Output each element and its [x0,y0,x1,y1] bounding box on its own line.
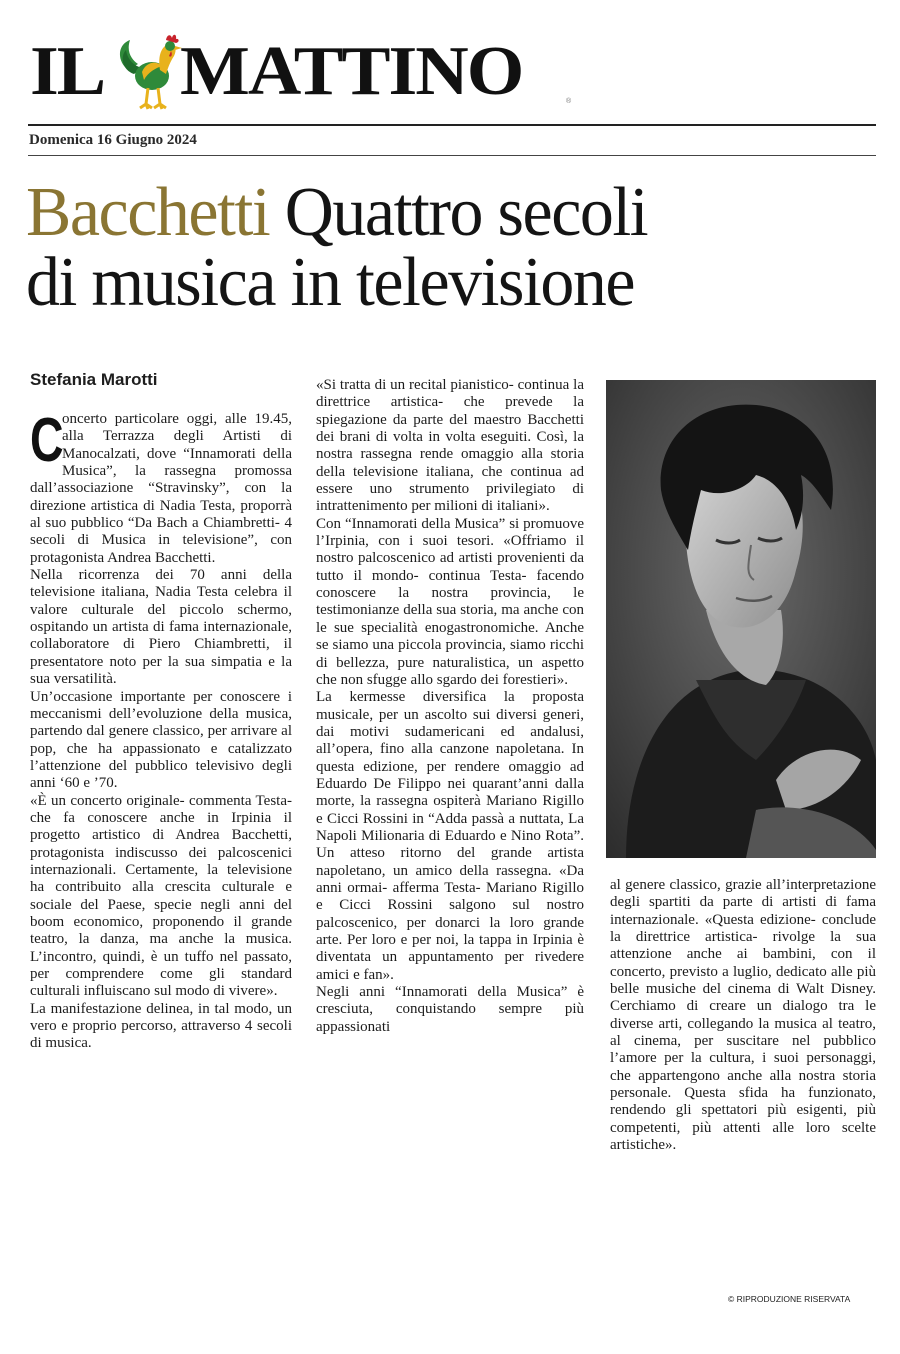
article-paragraph: Negli anni “Innamorati della Musica” è cresciuta, conquistando sempre più appassionati [316,984,584,1035]
masthead [30,30,590,112]
pianist-photo [606,380,876,858]
copyright-notice: © RIPRODUZIONE RISERVATA [728,1294,851,1304]
photo-illustration [606,380,876,858]
headline-line1: Quattro secoli [284,174,648,251]
article-paragraph: Con “Innamorati della Musica” si promuove l’Irpinia, con i suoi tesori. «Offriamo il nostro palcoscenico ad artisti provenienti da tutto il mondo- continua Testa- facendo conoscere la nostra provincia, le testimonianze della sua storia, ma anche con le sue specialità enogastronomiche. Anche se siamo una piccola provincia, siamo ricchi di bellezza, pure naturalistica, un aspetto che non sfugge allo sgardo dei forestieri». [316,515,584,688]
dropcap: C [30,406,64,475]
article-paragraph: La kermesse diversifica la proposta musicale, per un ascolto sui diversi generi, dai motivi sudamericani ed andalusi, all’opera, fino alla canzone napoletana. In questa edizione, per rendere omaggio ad Eduardo De Filippo nei quarant’anni dalla morte, la rassegna ospiterà Mariano Rigillo e Cicci Rossini in “Adda passà a nuttata, La Napoli Milionaria di Eduardo e Nino Rota”. Un atteso ritorno del grande artista napoletano, un amico della rassegna. «Da anni ormai- afferma Testa- Mariano Rigillo e Cicci Rossini salgono sul nostro palcoscenico, per donarci la loro grande arte. Per loro e per noi, la tappa in Irpinia è diventata un appuntamento per rivedere amici e fan». [316,689,584,983]
article-paragraph: Nella ricorrenza dei 70 anni della televisione italiana, Nadia Testa celebra il valore culturale del piccolo schermo, ospitando un artista di fama internazionale, collaboratore di Piero Chiambretti, il presentatore noto per la sua simpatia e la sua versatilità. [30,567,292,688]
header-rule-bottom [28,155,876,156]
paragraph-text: oncerto particolare oggi, alle 19.45, alla Terrazza degli Artisti di Manocalzati, dove “Innamorati della Musica”, la rassegna promossa dall’associazione “Stravinsky”, con la direzione artistica di Nadia Testa, proporrà al suo pubblico “Da Bach a Chiambretti- 4 secoli di Musica in televisione”, con protagonista Andrea Bacchetti. [30,411,292,566]
headline-kicker: Bacchetti [26,174,270,251]
masthead-il: IL [30,32,105,111]
article-paragraph: «Si tratta di un recital pianistico- continua la direttrice artistica- che prevede la spiegazione da parte del maestro Bacchetti dei brani di volta in volta eseguiti. Così, la nostra rassegna rende omaggio alla storia della televisione italiana, che continua ad essere uno strumento privilegiato di intrattenimento per milioni di italiani». [316,377,584,515]
headline-line2: di musica in televisione [26,244,635,321]
issue-date: Domenica 16 Giugno 2024 [29,132,197,148]
trademark-mark: ® [566,98,572,105]
article-column-3 [610,877,876,1155]
article-column-1 [30,406,292,1053]
header-rule-top [28,124,876,126]
article-paragraph: al genere classico, grazie all’interpretazione degli spartiti da parte di artisti di fama internazionale. «Questa edizione- conclude la direttrice artistica- rivolge la sua attenzione anche ai bambini, con il concerto, previsto a luglio, dedicato alle più belle musiche del cinema di Walt Disney. Cerchiamo di creare un dialogo tra le diverse arti, collegando la musica al teatro, al cinema, per suscitare nel pubblico l’amore per la cultura, i suoi personaggi, che appartengono anche alla nostra storia personale. Questa sfida ha funzionato, rendendo gli spettatori più esigenti, più competenti, più attenti alle loro scelte artistiche». [610,877,876,1154]
headline [26,174,860,321]
rooster-logo-icon [116,30,186,112]
article-column-2 [316,377,584,1036]
article-paragraph: «È un concerto originale- commenta Testa- che fa conoscere anche in Irpinia il progetto artistico di Andrea Bacchetti, protagonista indiscusso dei palcoscenici internazionali. Certamente, la televisione ha contribuito alla crescita culturale e sociale del Paese, specie negli anni del boom economico, proponendo il grande teatro, la danza, ma anche la musica. L’incontro, quindi, è un tuffo nel passato, per comprendere come gli standard culturali influiscano sul modo di vivere». [30,792,292,1000]
article-paragraph [30,406,292,567]
article-paragraph: La manifestazione delinea, in tal modo, un vero e proprio percorso, attraverso 4 secoli di musica. [30,1000,292,1052]
masthead-mattino: MATTINO [180,32,523,111]
article-paragraph: Un’occasione importante per conoscere i meccanismi dell’evoluzione della musica, partendo dal genere classico, per arrivare al pop, che ha appassionato e catalizzato l’attenzione del pubblico televisivo degli anni ‘60 e ’70. [30,688,292,792]
byline: Stefania Marotti [30,370,158,389]
